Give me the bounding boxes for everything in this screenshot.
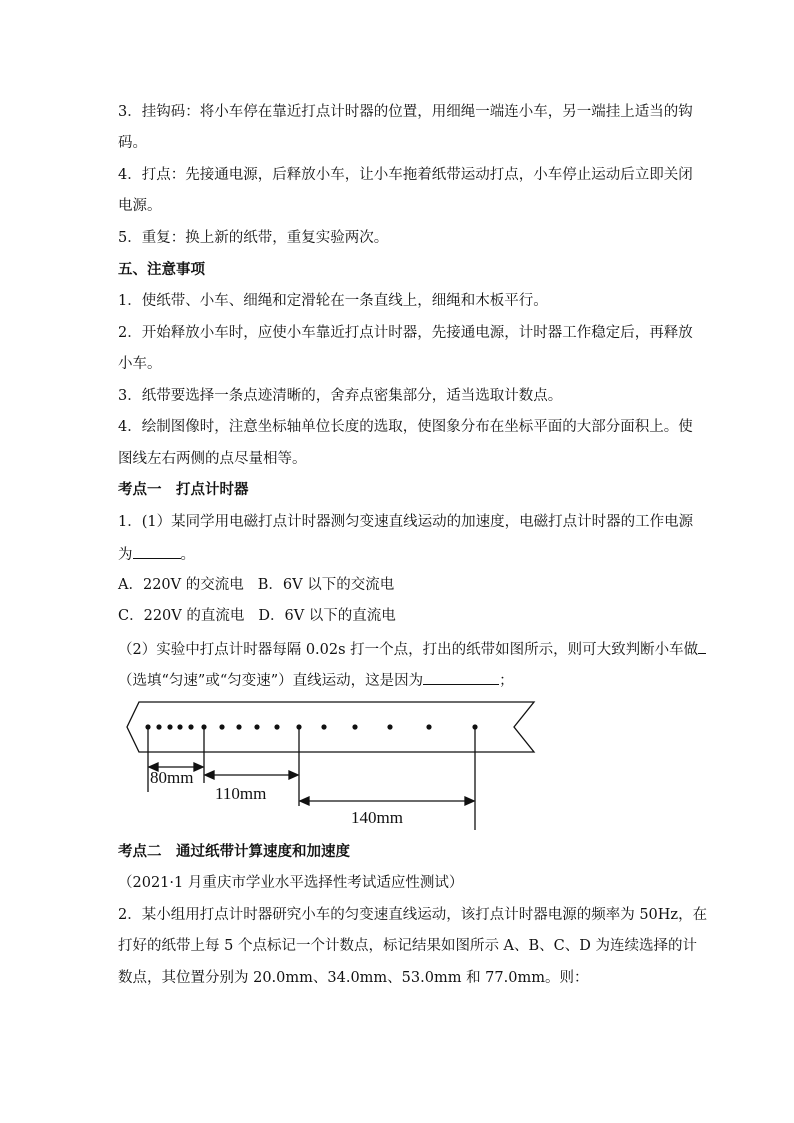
question-2-line-3: 数点，其位置分别为 20.0mm、34.0mm、53.0mm 和 77.0mm。则：: [118, 970, 589, 986]
topic-2-heading: 考点二 通过纸带计算速度和加速度: [118, 843, 350, 860]
tape-dot: [352, 724, 357, 729]
tape-dot: [167, 724, 172, 729]
tape-dot: [321, 724, 326, 729]
arrowhead: [205, 771, 214, 779]
note-4-line-1: 4．绘制图像时，注意坐标轴单位长度的选取，使图象分布在坐标平面的大部分面积上。使: [118, 419, 693, 435]
notes-heading: 五、注意事项: [118, 261, 205, 278]
tape-dot: [387, 724, 392, 729]
arrowhead: [300, 797, 309, 805]
note-4-line-2: 图线左右两侧的点尽量相等。: [118, 451, 307, 467]
question-1-part-2-line-2-prefix: （选填“匀速”或“匀变速”）直线运动，这是因为: [118, 673, 424, 689]
option-c: C．220V 的直流电: [118, 608, 245, 624]
note-2-line-2: 小车。: [118, 356, 162, 372]
topic-1-heading: 考点一 打点计时器: [118, 481, 249, 498]
tape-dot: [236, 724, 241, 729]
tape-dot: [274, 724, 279, 729]
distance-arrows: [149, 763, 474, 805]
tape-dot: [177, 724, 182, 729]
option-d: D．6V 以下的直流电: [258, 608, 396, 624]
arrowhead: [194, 763, 203, 771]
question-1-line-2-prefix: 为: [118, 547, 133, 563]
note-1-line: 1．使纸带、小车、细绳和定滑轮在一条直线上，细绳和木板平行。: [118, 293, 548, 309]
note-3-line: 3．纸带要选择一条点迹清晰的，舍弃点密集部分，适当选取计数点。: [118, 388, 563, 404]
tape-dot: [219, 724, 224, 729]
tape-dot: [188, 724, 193, 729]
label-140mm: 140mm: [351, 808, 403, 827]
marker-lines: [148, 727, 475, 830]
arrowhead: [465, 797, 474, 805]
arrowhead: [289, 771, 298, 779]
question-1-line-1: 1．(1）某同学用电磁打点计时器测匀变速直线运动的加速度，电磁打点计时器的工作电源: [118, 514, 694, 530]
question-1-part-2-line-2-suffix: ；: [499, 673, 514, 689]
step-4-line-1: 4．打点：先接通电源，后释放小车，让小车拖着纸带运动打点，小车停止运动后立即关闭: [118, 167, 693, 183]
question-2-line-1: 2．某小组用打点计时器研究小车的匀变速直线运动，该打点计时器电源的频率为 50Hz，在: [118, 907, 708, 923]
step-3-line-1: 3．挂钩码：将小车停在靠近打点计时器的位置，用细绳一端连小车，另一端挂上适当的钩: [118, 104, 693, 120]
source-note: （2021·1 月重庆市学业水平选择性考试适应性测试）: [118, 875, 464, 891]
tape-dot: [426, 724, 431, 729]
question-1-part-2-text: （2）实验中打点计时器每隔 0.02s 打一个点，打出的纸带如图所示，则可大致判断小车做: [118, 642, 699, 658]
tape-dot: [254, 724, 259, 729]
tape-dots: [145, 724, 477, 729]
label-110mm: 110mm: [215, 784, 267, 803]
option-a: A．220V 的交流电: [118, 577, 244, 593]
note-2-line-1: 2．开始释放小车时，应使小车靠近打点计时器，先接通电源，计时器工作稳定后，再释放: [118, 325, 693, 341]
question-1-line-2-suffix: 。: [180, 547, 195, 563]
label-80mm: 80mm: [150, 768, 194, 787]
step-3-line-2: 码。: [118, 135, 147, 151]
question-2-line-2: 打好的纸带上每 5 个点标记一个计数点，标记结果如图所示 A、B、C、D 为连续选择的计: [118, 938, 698, 954]
step-4-line-2: 电源。: [118, 198, 162, 214]
step-5-line: 5．重复：换上新的纸带，重复实验两次。: [118, 230, 389, 246]
tape-dot: [156, 724, 161, 729]
option-b: B．6V 以下的交流电: [257, 577, 395, 593]
